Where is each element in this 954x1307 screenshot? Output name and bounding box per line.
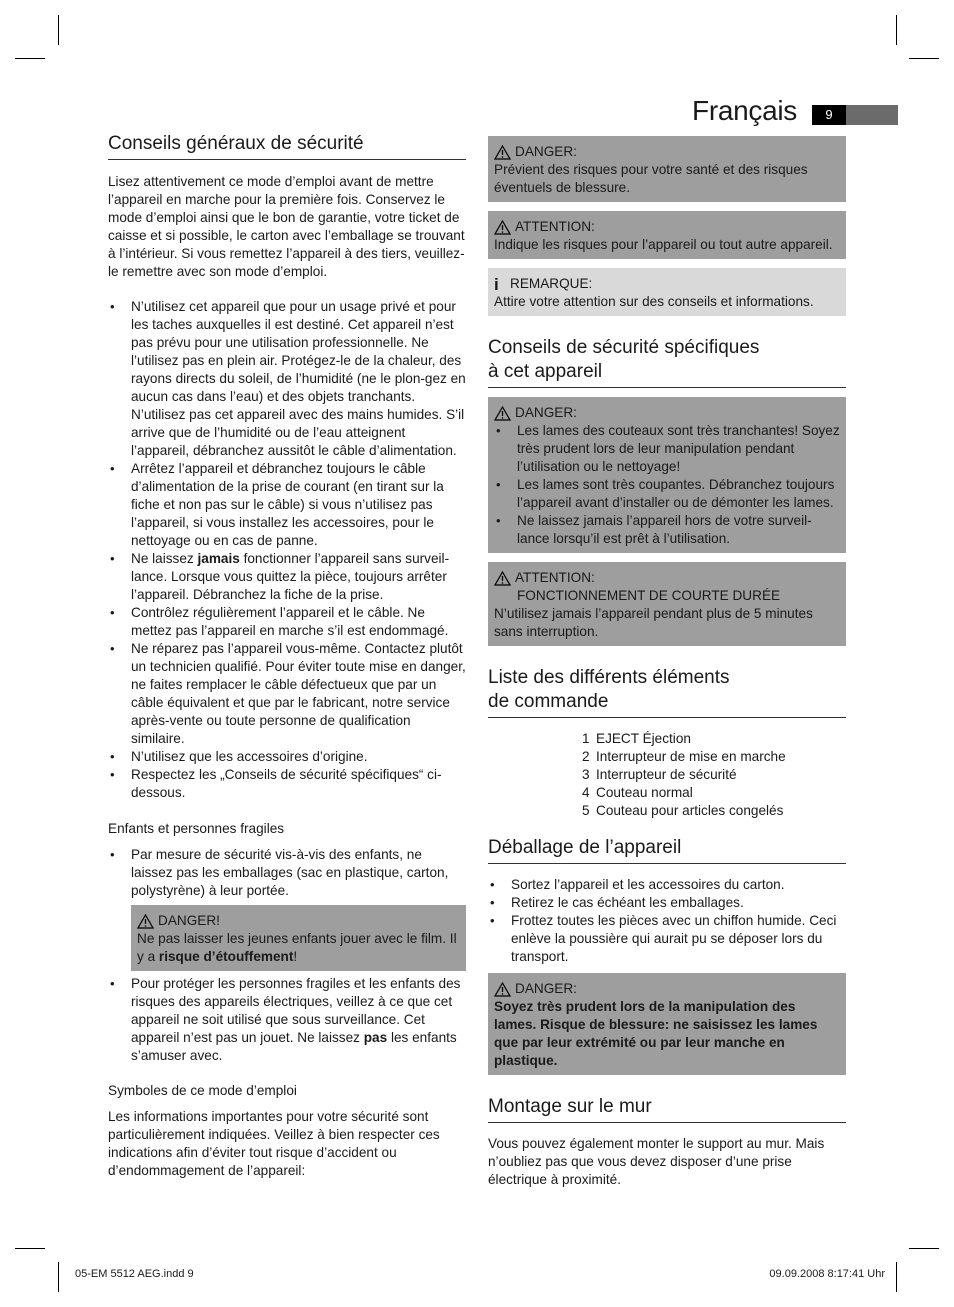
info-icon: i bbox=[494, 274, 499, 294]
section-heading-wall-mount: Montage sur le mur bbox=[488, 1095, 846, 1123]
warning-triangle-icon bbox=[137, 914, 154, 929]
page-title: Français bbox=[692, 95, 797, 126]
subheading-symbols: Symboles de ce mode d’emploi bbox=[108, 1083, 297, 1098]
crop-mark bbox=[896, 1262, 897, 1292]
list-item: • N’utilisez cet appareil que pour un usage privé et pour les taches auxquelles il est destiné. Cet appareil n’est pas prévu pour une utilisation professionnelle. Ne l’utilisez pas en plein air. Protégez-le de la chaleur, des rayons directs du soleil, de l’humidité (ne le plon-gez en aucun cas dans l’eau) et des objets tranchants. N’utilisez pas cet appareil avec des mains humides. S’il arrive que de l’humidité ou de l’eau atteignent l’appareil, débranchez aussitôt le câble d’alimentation. bbox=[108, 298, 466, 460]
wall-paragraph: Vous pouvez également monter le support au mur. Mais n’oubliez pas que vous devez disposer d’une prise électrique à proximité. bbox=[488, 1136, 825, 1187]
legend-danger-box: DANGER: Prévient des risques pour votre santé et des risques éventuels de blessure. bbox=[488, 136, 846, 202]
list-item: 3 Interrupteur de sécurité bbox=[582, 767, 737, 782]
right-column bbox=[488, 136, 846, 1189]
crop-mark bbox=[58, 1262, 59, 1292]
list-item: 5 Couteau pour articles congelés bbox=[582, 803, 784, 818]
section-heading-general-safety: Conseils généraux de sécurité bbox=[108, 132, 466, 160]
warning-triangle-icon bbox=[494, 571, 511, 586]
list-item: • Ne laissez jamais fonctionner l’appareil sans surveil-lance. Lorsque vous quittez la pièce, toujours arrêter l’appareil. Débranchez la fiche de la prise. bbox=[108, 550, 466, 604]
page-number: 9 bbox=[812, 105, 846, 125]
list-item: 2 Interrupteur de mise en marche bbox=[582, 749, 786, 764]
unpack-danger-box: DANGER: Soyez très prudent lors de la manipulation des lames. Risque de blessure: ne saisissez les lames que par leur extrémité ou par leur manche en plastique. bbox=[488, 973, 846, 1075]
warning-triangle-icon bbox=[494, 145, 511, 160]
warning-triangle-icon bbox=[494, 406, 511, 421]
list-item: • N’utilisez que les accessoires d’origine. bbox=[108, 748, 466, 766]
danger-box-children bbox=[131, 905, 466, 971]
section-heading-unpacking: Déballage de l’appareil bbox=[488, 836, 846, 864]
warning-triangle-icon bbox=[494, 982, 511, 997]
danger-label: DANGER! bbox=[158, 913, 220, 928]
list-item: 4 Couteau normal bbox=[582, 785, 693, 800]
footer-date: 09.09.2008 8:17:41 Uhr bbox=[769, 1268, 885, 1280]
legend-attention-box: ATTENTION: Indique les risques pour l’appareil ou tout autre appareil. bbox=[488, 211, 846, 259]
list-item: • Par mesure de sécurité vis-à-vis des enfants, ne laissez pas les emballages (sac en plastique, carton, polystyrène) à leur portée. bbox=[108, 846, 466, 900]
subheading-children: Enfants et personnes fragiles bbox=[108, 821, 285, 836]
list-item: • Ne réparez pas l’appareil vous-même. Contactez plutôt un technicien qualifié. Pour éviter toute mise en danger, ne faites remplacer le câble défectueux que par un câble équivalent et que par le fabricant, notre service après-vente ou toute personne de qualification similaire. bbox=[108, 640, 466, 748]
short-operation-attention-box: ATTENTION: FONCTIONNEMENT DE COURTE DURÉE N’utilisez jamais l’appareil pendant plus de 5 minutes sans interruption. bbox=[488, 562, 846, 646]
crop-mark bbox=[58, 15, 59, 45]
crop-mark bbox=[896, 15, 897, 45]
warning-triangle-icon bbox=[494, 220, 511, 235]
legend-remarque-box: i REMARQUE: Attire votre attention sur des conseils et informations. bbox=[488, 268, 846, 316]
unpack-list bbox=[488, 876, 846, 966]
left-column bbox=[108, 132, 466, 1180]
list-item: • Pour protéger les personnes fragiles et les enfants des risques des appareils électriques, veillez à ce que cet appareil ne soit utilisé que sous surveillance. Cet appareil n’est pas un jouet. Ne laissez pas les enfants s’amuser avec. bbox=[108, 975, 466, 1065]
symbols-paragraph: Les informations importantes pour votre sécurité sont particulièrement indiquées. Veillez à bien respecter ces indications afin d’éviter tout risque d’accident ou d’endommagement de l’appareil: bbox=[108, 1109, 440, 1178]
fragile-bullet-list bbox=[108, 975, 466, 1065]
page-number-bar bbox=[846, 105, 898, 125]
list-item: • Respectez les „Conseils de sécurité spécifiques“ ci-dessous. bbox=[108, 766, 466, 802]
crop-mark bbox=[15, 1248, 45, 1249]
list-item: 1 EJECT Éjection bbox=[582, 731, 691, 746]
controls-list bbox=[582, 730, 846, 820]
crop-mark bbox=[15, 58, 45, 59]
crop-mark bbox=[909, 1248, 939, 1249]
list-item: • Frottez toutes les pièces avec un chiffon humide. Ceci enlève la poussière qui aurait pu se déposer lors du transport. bbox=[488, 912, 846, 966]
children-bullet-list bbox=[108, 846, 466, 900]
list-item: • Les lames sont très coupantes. Débranchez toujours l’appareil avant d’installer ou de démonter les lames. bbox=[494, 476, 840, 512]
section-heading-controls: Liste des différents éléments de commande bbox=[488, 666, 846, 718]
list-item: • Contrôlez régulièrement l’appareil et le câble. Ne mettez pas l’appareil en marche s’il est endommagé. bbox=[108, 604, 466, 640]
crop-mark bbox=[909, 58, 939, 59]
footer-file: 05-EM 5512 AEG.indd 9 bbox=[75, 1268, 194, 1280]
list-item: • Ne laissez jamais l’appareil hors de votre surveil-lance lorsqu’il est prêt à l’utilisation. bbox=[494, 512, 840, 548]
list-item: • Sortez l’appareil et les accessoires du carton. bbox=[488, 876, 846, 894]
list-item: • Les lames des couteaux sont très tranchantes! Soyez très prudent lors de leur manipulation pendant l’utilisation ou le nettoyage! bbox=[494, 422, 840, 476]
danger-text: Ne pas laisser les jeunes enfants jouer avec le film. Il y a risque d’étouffement! bbox=[137, 931, 457, 964]
specific-danger-list bbox=[494, 422, 840, 548]
list-item: • Arrêtez l’appareil et débranchez toujours le câble d’alimentation de la prise de courant (en tirant sur la fiche et non pas sur le câble) si vous n’utilisez pas l’appareil, si vous installez les accessoires, pour le nettoyage ou en cas de panne. bbox=[108, 460, 466, 550]
safety-bullet-list bbox=[108, 298, 466, 802]
intro-paragraph: Lisez attentivement ce mode d’emploi avant de mettre l’appareil en marche pour la première fois. Conservez le mode d’emploi ainsi que le bon de garantie, votre ticket de caisse et si possible, le carton avec l’emballage se trouvant à l’intérieur. Si vous remettez l’appareil à des tiers, veuillez-le remettre avec son mode d’emploi. bbox=[108, 174, 465, 279]
specific-danger-box: DANGER: • Les lames des couteaux sont très tranchantes! Soyez très prudent lors de leur manipulation pendant l’utilisation ou le nettoyage! • Les lames sont très coupantes. Débranchez toujours l’appareil avant d’installer ou de démonter les lames. • Ne laissez jamais l’appareil hors de votre surveil-lance lorsqu’il est prêt à l’utilisation. bbox=[488, 397, 846, 553]
section-heading-specific-safety: Conseils de sécurité spécifiques à cet appareil bbox=[488, 336, 846, 388]
list-item: • Retirez le cas échéant les emballages. bbox=[488, 894, 846, 912]
